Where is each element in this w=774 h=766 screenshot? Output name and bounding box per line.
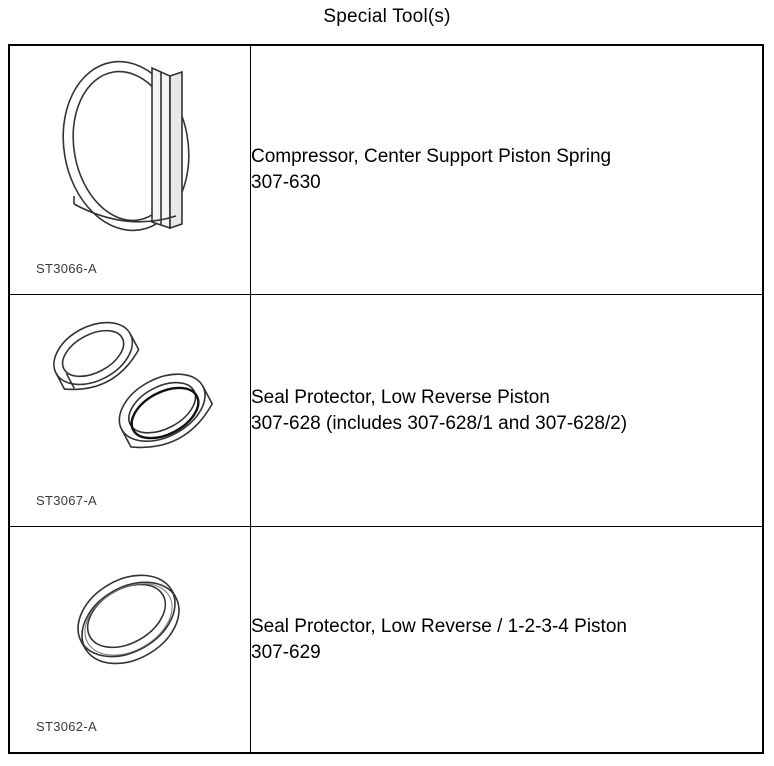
part-code: ST3067-A [36,493,97,509]
tool-description-cell [251,295,763,527]
tool-part-number: 307-629 [251,641,321,663]
seal-protector-pair-tool-icon [25,295,235,490]
table-row [10,46,762,295]
page-title: Special Tool(s) [323,6,451,27]
tool-image-cell [10,527,251,752]
tool-description-cell [251,46,763,295]
spring-compressor-tool-icon [30,46,230,256]
table-row [10,527,762,752]
part-code: ST3066-A [36,261,97,277]
tool-description-line-1: Seal Protector, Low Reverse / 1-2-3-4 Piston [251,615,627,637]
tool-description-line-1: Seal Protector, Low Reverse Piston [251,386,550,408]
tool-image-cell [10,295,251,527]
special-tools-table [8,44,764,754]
tool-part-number: 307-628 (includes 307-628/1 and 307-628/2) [251,412,628,434]
tool-description-cell [251,527,763,752]
tool-image-cell [10,46,251,295]
tool-part-number: 307-630 [251,172,321,194]
table-row [10,295,762,527]
part-code: ST3062-A [36,719,97,734]
seal-protector-ring-tool-icon [35,527,225,717]
tool-description-line-1: Compressor, Center Support Piston Spring [251,146,612,168]
